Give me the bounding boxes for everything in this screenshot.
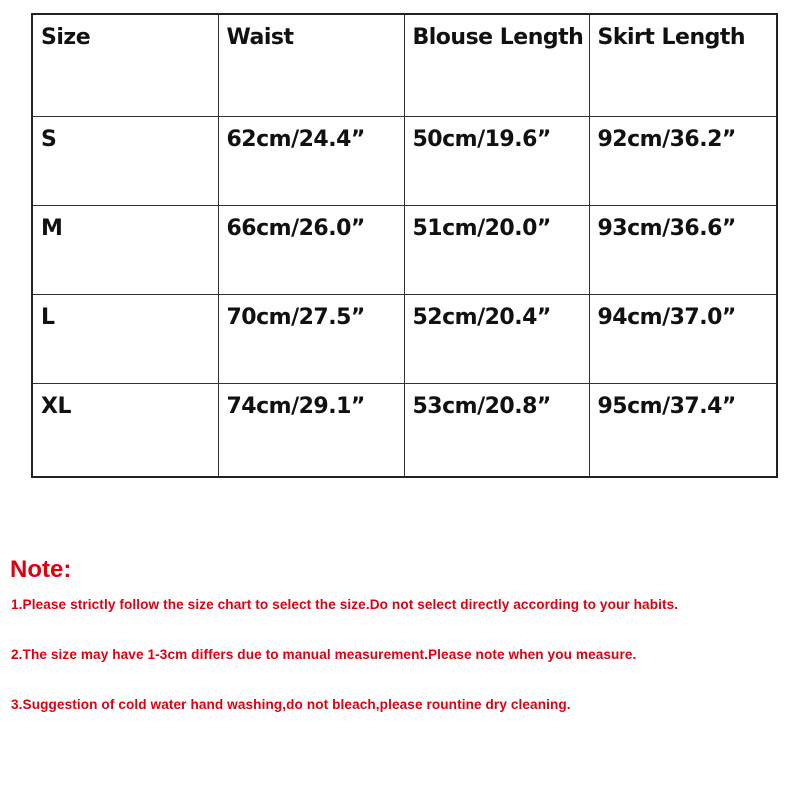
cell-size: L [32,294,218,383]
table-row [32,205,777,294]
cell-skirt-length: 94cm/37.0” [589,294,777,383]
cell-skirt-length: 93cm/36.6” [589,205,777,294]
note-item: 2.The size may have 1-3cm differs due to manual measurement.Please note when you measure. [11,647,637,662]
header-skirt-length: Skirt Length [589,14,777,116]
cell-blouse-length: 51cm/20.0” [404,205,589,294]
cell-size: S [32,116,218,205]
cell-blouse-length: 52cm/20.4” [404,294,589,383]
table-row [32,294,777,383]
size-chart-table [31,13,778,478]
note-title: Note: [10,556,72,583]
cell-waist: 70cm/27.5” [218,294,404,383]
table-row [32,116,777,205]
header-waist: Waist [218,14,404,116]
cell-skirt-length: 95cm/37.4” [589,383,777,477]
header-size: Size [32,14,218,116]
cell-size: XL [32,383,218,477]
note-item: 3.Suggestion of cold water hand washing,do not bleach,please rountine dry cleaning. [11,697,571,712]
cell-waist: 66cm/26.0” [218,205,404,294]
note-item: 1.Please strictly follow the size chart to select the size.Do not select directly according to your habits. [11,597,679,612]
table-header-row [32,14,777,116]
header-blouse-length: Blouse Length [404,14,589,116]
cell-skirt-length: 92cm/36.2” [589,116,777,205]
cell-waist: 74cm/29.1” [218,383,404,477]
cell-size: M [32,205,218,294]
cell-blouse-length: 53cm/20.8” [404,383,589,477]
cell-blouse-length: 50cm/19.6” [404,116,589,205]
table-row [32,383,777,477]
cell-waist: 62cm/24.4” [218,116,404,205]
